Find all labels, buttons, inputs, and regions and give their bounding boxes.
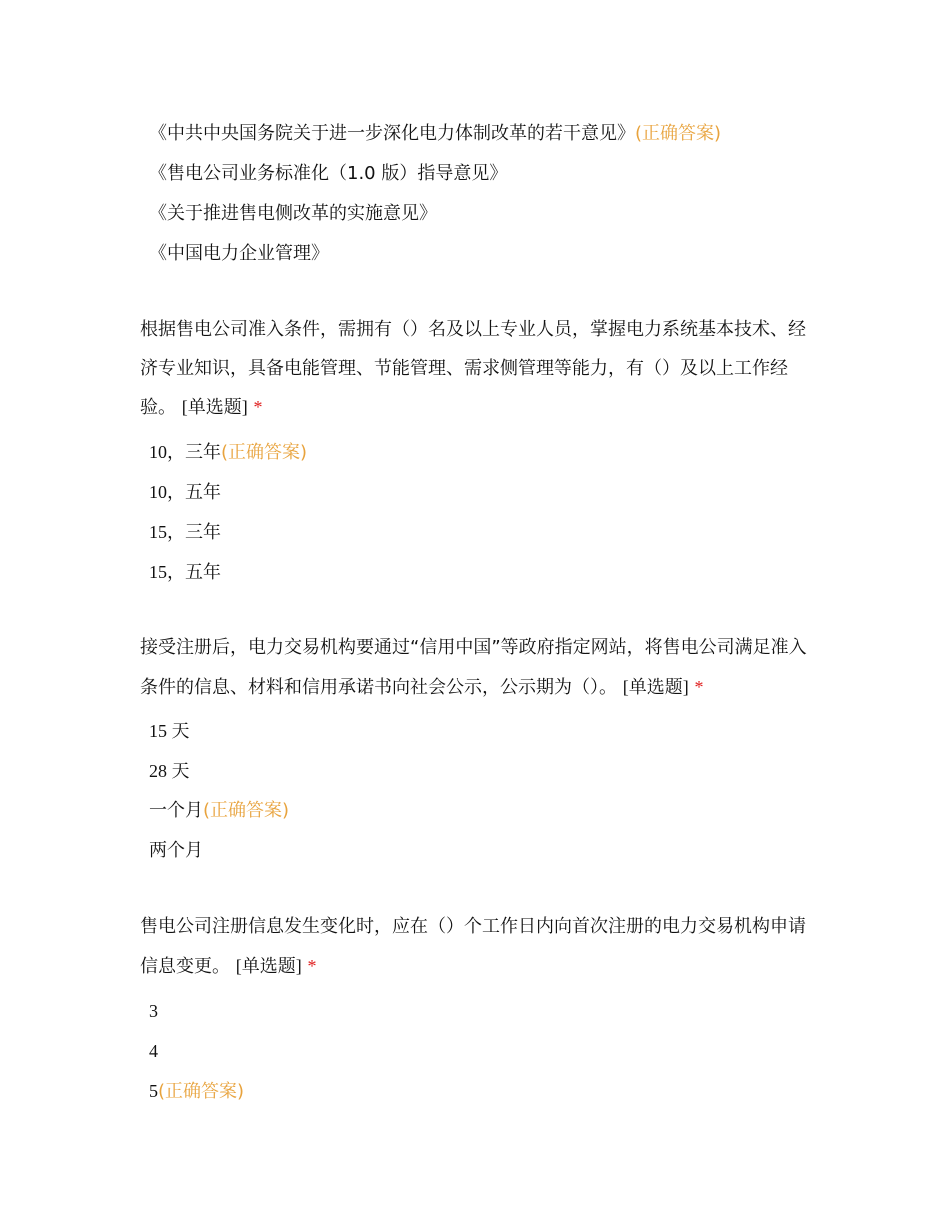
option-item[interactable] [140, 114, 820, 154]
option-item[interactable] [140, 1031, 820, 1071]
option-group-3 [140, 991, 820, 1111]
question-text [140, 908, 820, 986]
option-list [140, 711, 820, 871]
question-block-0 [140, 114, 820, 274]
option-item[interactable] [140, 472, 820, 512]
option-item[interactable] [140, 154, 820, 194]
option-item[interactable] [140, 831, 820, 871]
option-label: 15 天 [149, 721, 190, 741]
question-stem: 接受注册后，电力交易机构要通过“信用中国”等政府指定网站，将售电公司满足准入条件的信息、材料和信用承诺书向社会公示，公示期为（）。 [140, 637, 807, 698]
option-group-1 [140, 432, 820, 592]
option-item[interactable] [140, 512, 820, 552]
option-label: 10，三年 [149, 442, 221, 462]
option-label: 28 天 [149, 761, 190, 781]
option-list [140, 991, 820, 1111]
question-block-1 [140, 311, 820, 428]
option-item[interactable] [140, 791, 820, 831]
question-block-3 [140, 908, 820, 986]
option-label: 两个月 [149, 840, 203, 861]
question-type-tag: [单选题] [235, 955, 302, 976]
correct-answer-marker: (正确答案) [221, 442, 308, 463]
option-label: 《中国电力企业管理》 [149, 243, 329, 264]
question-type-tag: [单选题] [181, 397, 248, 417]
question-type-tag: [单选题] [622, 676, 689, 697]
option-item[interactable] [140, 1071, 820, 1111]
option-list [140, 432, 820, 592]
required-mark: * [694, 676, 704, 697]
correct-answer-marker: (正确答案) [635, 123, 722, 144]
option-label: 一个月 [149, 800, 203, 821]
option-label: 《关于推进售电侧改革的实施意见》 [149, 203, 437, 224]
option-item[interactable] [140, 234, 820, 274]
option-label: 《售电公司业务标准化（1.0 版）指导意见》 [149, 163, 508, 184]
question-text [140, 311, 820, 428]
correct-answer-marker: (正确答案) [158, 1081, 245, 1102]
required-mark: * [307, 955, 317, 976]
option-item[interactable] [140, 552, 820, 592]
option-label: 15，三年 [149, 522, 221, 542]
option-item[interactable] [140, 432, 820, 472]
option-label: 3 [149, 1001, 158, 1021]
correct-answer-marker: (正确答案) [203, 800, 290, 821]
question-block-2 [140, 629, 820, 707]
option-label: 10，五年 [149, 482, 221, 502]
question-stem: 售电公司注册信息发生变化时，应在（）个工作日内向首次注册的电力交易机构申请信息变更。 [140, 916, 806, 977]
option-label: 15，五年 [149, 562, 221, 582]
option-label: 《中共中央国务院关于进一步深化电力体制改革的若干意见》 [149, 123, 635, 144]
option-item[interactable] [140, 991, 820, 1031]
option-group-2 [140, 711, 820, 871]
option-list [140, 114, 820, 274]
question-stem: 根据售电公司准入条件，需拥有（）名及以上专业人员，掌握电力系统基本技术、经济专业知识，具备电能管理、节能管理、需求侧管理等能力，有（）及以上工作经验。 [140, 319, 806, 418]
option-item[interactable] [140, 194, 820, 234]
question-text [140, 629, 820, 707]
required-mark: * [253, 397, 263, 417]
option-label: 5 [149, 1081, 158, 1101]
option-item[interactable] [140, 711, 820, 751]
option-item[interactable] [140, 751, 820, 791]
option-label: 4 [149, 1041, 158, 1061]
